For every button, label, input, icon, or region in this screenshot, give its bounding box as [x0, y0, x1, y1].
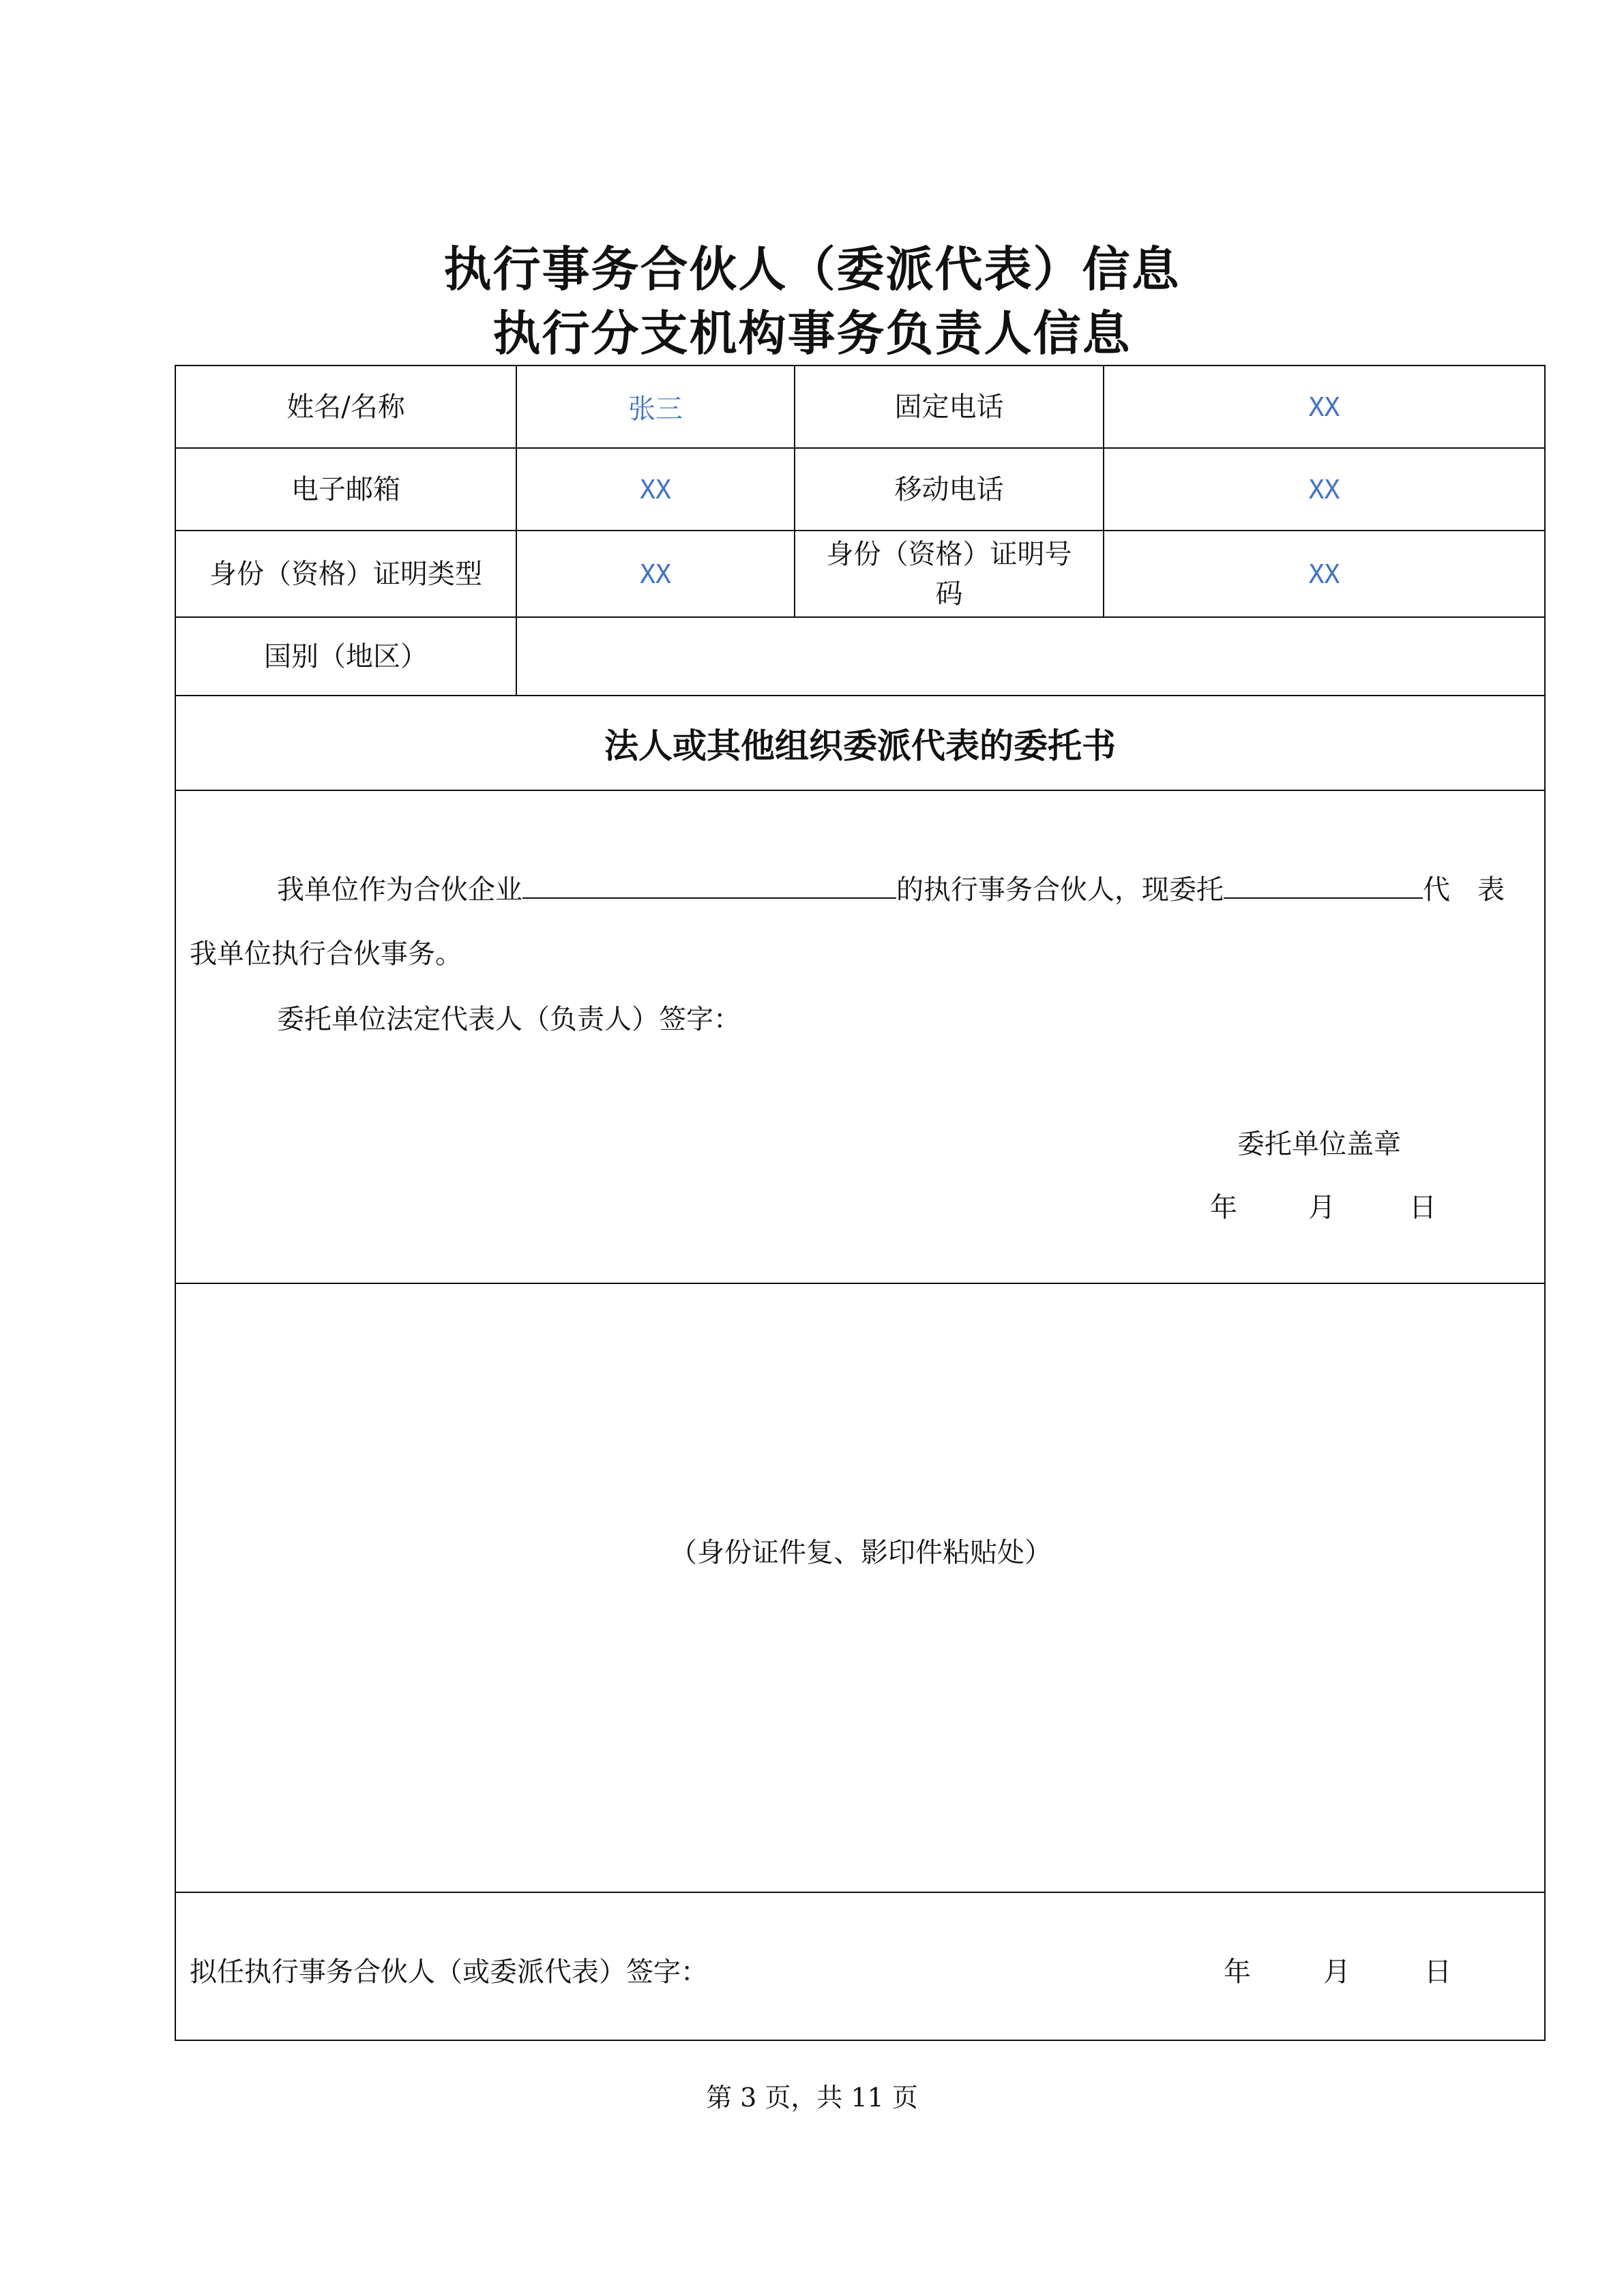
id-number-value[interactable]: XX — [1104, 531, 1545, 617]
id-copy-placeholder: （身份证件复、影印件粘贴处） — [670, 1537, 1052, 1568]
letter-text-a: 我单位作为合伙企业 — [277, 874, 522, 906]
mobile-label: 移动电话 — [795, 448, 1104, 531]
signature-date-day: 日 — [1424, 1956, 1451, 1988]
page-number: 第 3 页，共 11 页 — [706, 2083, 918, 2113]
partnership-name-blank[interactable] — [522, 871, 896, 899]
signature-cell — [175, 1892, 1545, 2040]
email-label: 电子邮箱 — [175, 448, 516, 531]
row-letter-heading — [175, 696, 1545, 790]
letter-date-month: 月 — [1308, 1192, 1335, 1223]
signature-date-year: 年 — [1224, 1956, 1251, 1988]
letter-date-day: 日 — [1409, 1192, 1436, 1223]
signature-date-month: 月 — [1323, 1956, 1350, 1988]
id-copy-area[interactable] — [175, 1283, 1545, 1892]
letter-body — [175, 790, 1545, 1283]
country-value[interactable] — [516, 617, 1545, 696]
seal-label: 委托单位盖章 — [1237, 1129, 1401, 1160]
legal-rep-signature-label: 委托单位法定代表人（负责人）签字： — [277, 1004, 741, 1035]
landline-value[interactable]: XX — [1104, 366, 1545, 448]
name-label: 姓名/名称 — [175, 366, 516, 448]
row-name-phone — [175, 366, 1545, 448]
title-line-1: 执行事务合伙人（委派代表）信息 — [443, 241, 1181, 297]
row-id — [175, 531, 1545, 617]
info-form-table — [175, 365, 1546, 2041]
letter-paragraph-1-cont: 我单位执行合伙事务。 — [190, 938, 462, 970]
nominee-signature-label: 拟任执行事务合伙人（或委派代表）签字： — [190, 1956, 708, 1988]
letter-date-year: 年 — [1210, 1192, 1237, 1223]
title-line-2: 执行分支机构事务负责人信息 — [492, 305, 1132, 361]
letter-text-b: 的执行事务合伙人，现委托 — [896, 874, 1224, 906]
row-letter-body — [175, 790, 1545, 1283]
id-type-value[interactable]: XX — [516, 531, 795, 617]
row-country — [175, 617, 1545, 696]
row-email-mobile — [175, 448, 1545, 531]
id-number-label — [795, 531, 1104, 617]
email-value[interactable]: XX — [516, 448, 795, 531]
name-value[interactable]: 张三 — [516, 366, 795, 448]
id-number-label-line1: 身份（资格）证明号 — [826, 538, 1072, 570]
letter-paragraph-1 — [277, 868, 1505, 907]
row-id-copy — [175, 1283, 1545, 1892]
country-label: 国别（地区） — [175, 617, 516, 696]
mobile-value[interactable]: XX — [1104, 448, 1545, 531]
id-type-label: 身份（资格）证明类型 — [175, 531, 516, 617]
letter-heading: 法人或其他组织委派代表的委托书 — [175, 696, 1545, 790]
delegate-name-blank[interactable] — [1224, 871, 1423, 899]
id-number-label-line2: 码 — [935, 578, 963, 610]
letter-text-c: 代 表 — [1423, 874, 1505, 906]
landline-label: 固定电话 — [795, 366, 1104, 448]
row-signature — [175, 1892, 1545, 2040]
